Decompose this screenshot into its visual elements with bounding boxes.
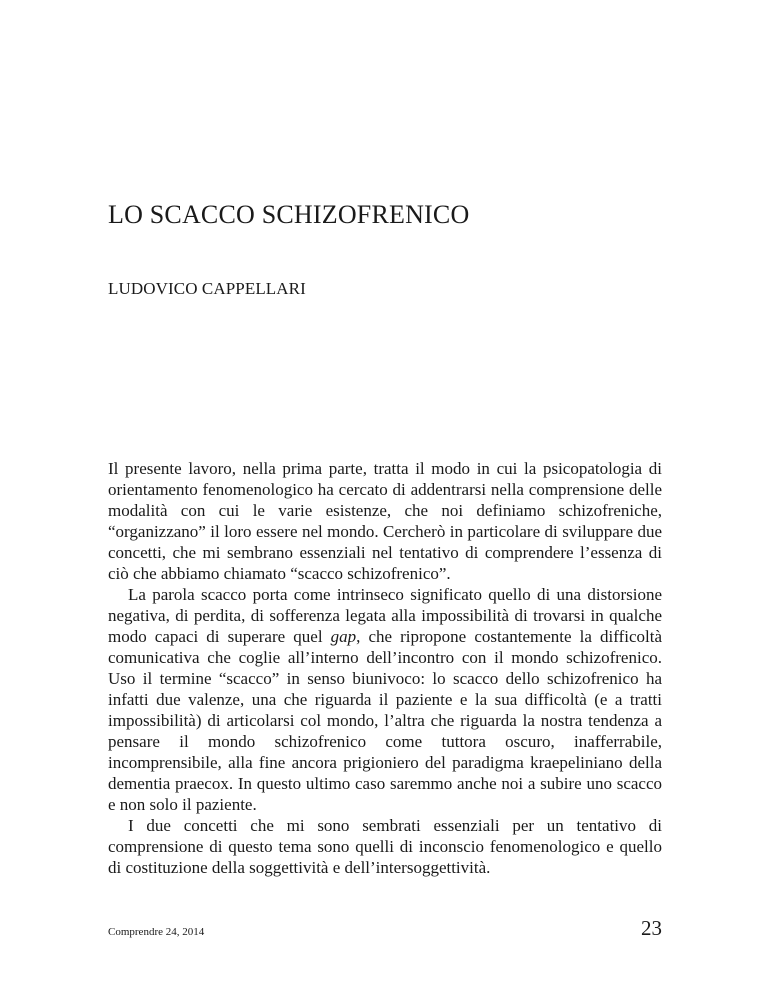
body-paragraph	[108, 458, 662, 584]
emphasized-term: gap	[330, 627, 357, 646]
paragraph-text: Il presente lavoro, nella prima parte, tratta il modo in cui la psicopatologia di orientamento fenomenologico ha cercato di addentrarsi nella comprensione delle modalità con cui le varie esistenze, che noi definiamo schizofreniche, “organizzano” il loro essere nel mondo. Cercherò in particolare di sviluppare due concetti, che mi sembrano essenziali nel tentativo di comprendere l’essenza di ciò che abbiamo chiamato “scacco schizofrenico”.	[108, 459, 662, 583]
page-number: 23	[641, 916, 662, 940]
paragraph-text: La parola scacco porta come intrinseco significato quello di una distorsione negativa, di perdita, di sofferenza legata alla impossibilità di trovarsi in qualche modo capaci di superare quel	[108, 585, 662, 646]
article-body	[108, 458, 662, 878]
body-paragraph	[108, 584, 662, 815]
paragraph-text: I due concetti che mi sono sembrati essenziali per un tentativo di comprensione di questo tema sono quelli di inconscio fenomenologico e quello di costituzione della soggettività e dell’intersoggettività.	[108, 816, 662, 877]
article-author: LUDOVICO CAPPELLARI	[108, 279, 306, 298]
body-paragraph	[108, 815, 662, 878]
journal-citation: Comprendre 24, 2014	[108, 926, 205, 938]
article-title: LO SCACCO SCHIZOFRENICO	[108, 200, 470, 229]
paragraph-text: , che ripropone costantemente la difficoltà comunicativa che coglie all’interno dell’incontro con il mondo schizofrenico. Uso il termine “scacco” in senso biunivoco: lo scacco dello schizofrenico ha infatti due valenze, una che riguarda il paziente e la sua difficoltà (e a tratti impossibilità) di articolarsi col mondo, l’altra che riguarda la nostra tendenza a pensare il mondo schizofrenico come tuttora oscuro, inafferrabile, incomprensibile, alla fine ancora prigioniero del paradigma kraepeliniano della dementia praecox. In questo ultimo caso saremmo anche noi a subire uno scacco e non solo il paziente.	[108, 627, 662, 814]
